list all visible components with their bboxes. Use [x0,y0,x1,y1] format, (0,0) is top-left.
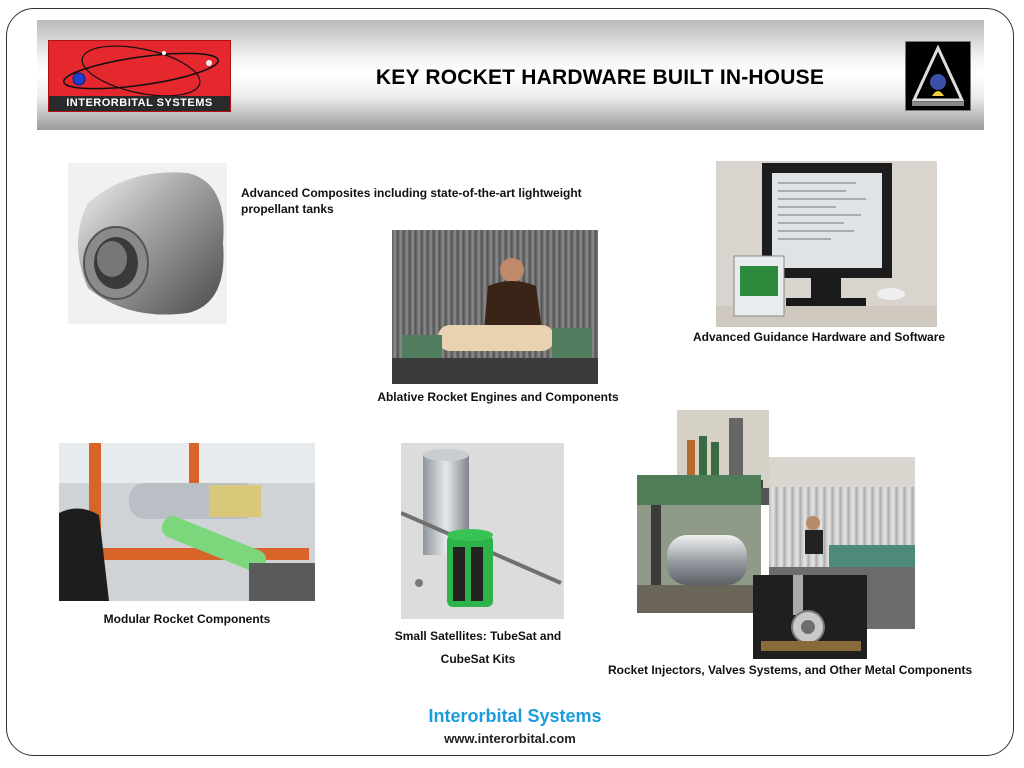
caption-satellites-line1: Small Satellites: TubeSat and [394,629,562,643]
metal-components-photo-injector [753,575,867,659]
guidance-hardware-photo [716,161,937,327]
page-title: KEY ROCKET HARDWARE BUILT IN-HOUSE [375,66,825,89]
caption-composites: Advanced Composites including state-of-the-art lightweight propellant tanks [241,186,582,216]
caption-guidance: Advanced Guidance Hardware and Software [693,330,946,344]
footer-company-name: Interorbital Systems [428,706,602,726]
caption-ablative: Ablative Rocket Engines and Components [377,390,619,404]
footer-website-link[interactable]: www.interorbital.com [444,731,576,746]
caption-injectors: Rocket Injectors, Valves Systems, and Other Metal Components [608,663,973,677]
logo-text: INTERORBITAL SYSTEMS [49,96,230,111]
orbit-logo-icon [49,41,231,99]
interorbital-logo [48,40,231,112]
composite-tank-photo [68,163,227,324]
small-satellites-photo [401,443,564,619]
mission-patch-logo [905,41,971,111]
ablative-engine-photo [392,230,598,384]
caption-satellites-line2: CubeSat Kits [440,652,516,666]
caption-modular: Modular Rocket Components [103,612,271,626]
metal-components-photo-tank [637,475,761,613]
modular-rocket-photo [59,443,315,601]
